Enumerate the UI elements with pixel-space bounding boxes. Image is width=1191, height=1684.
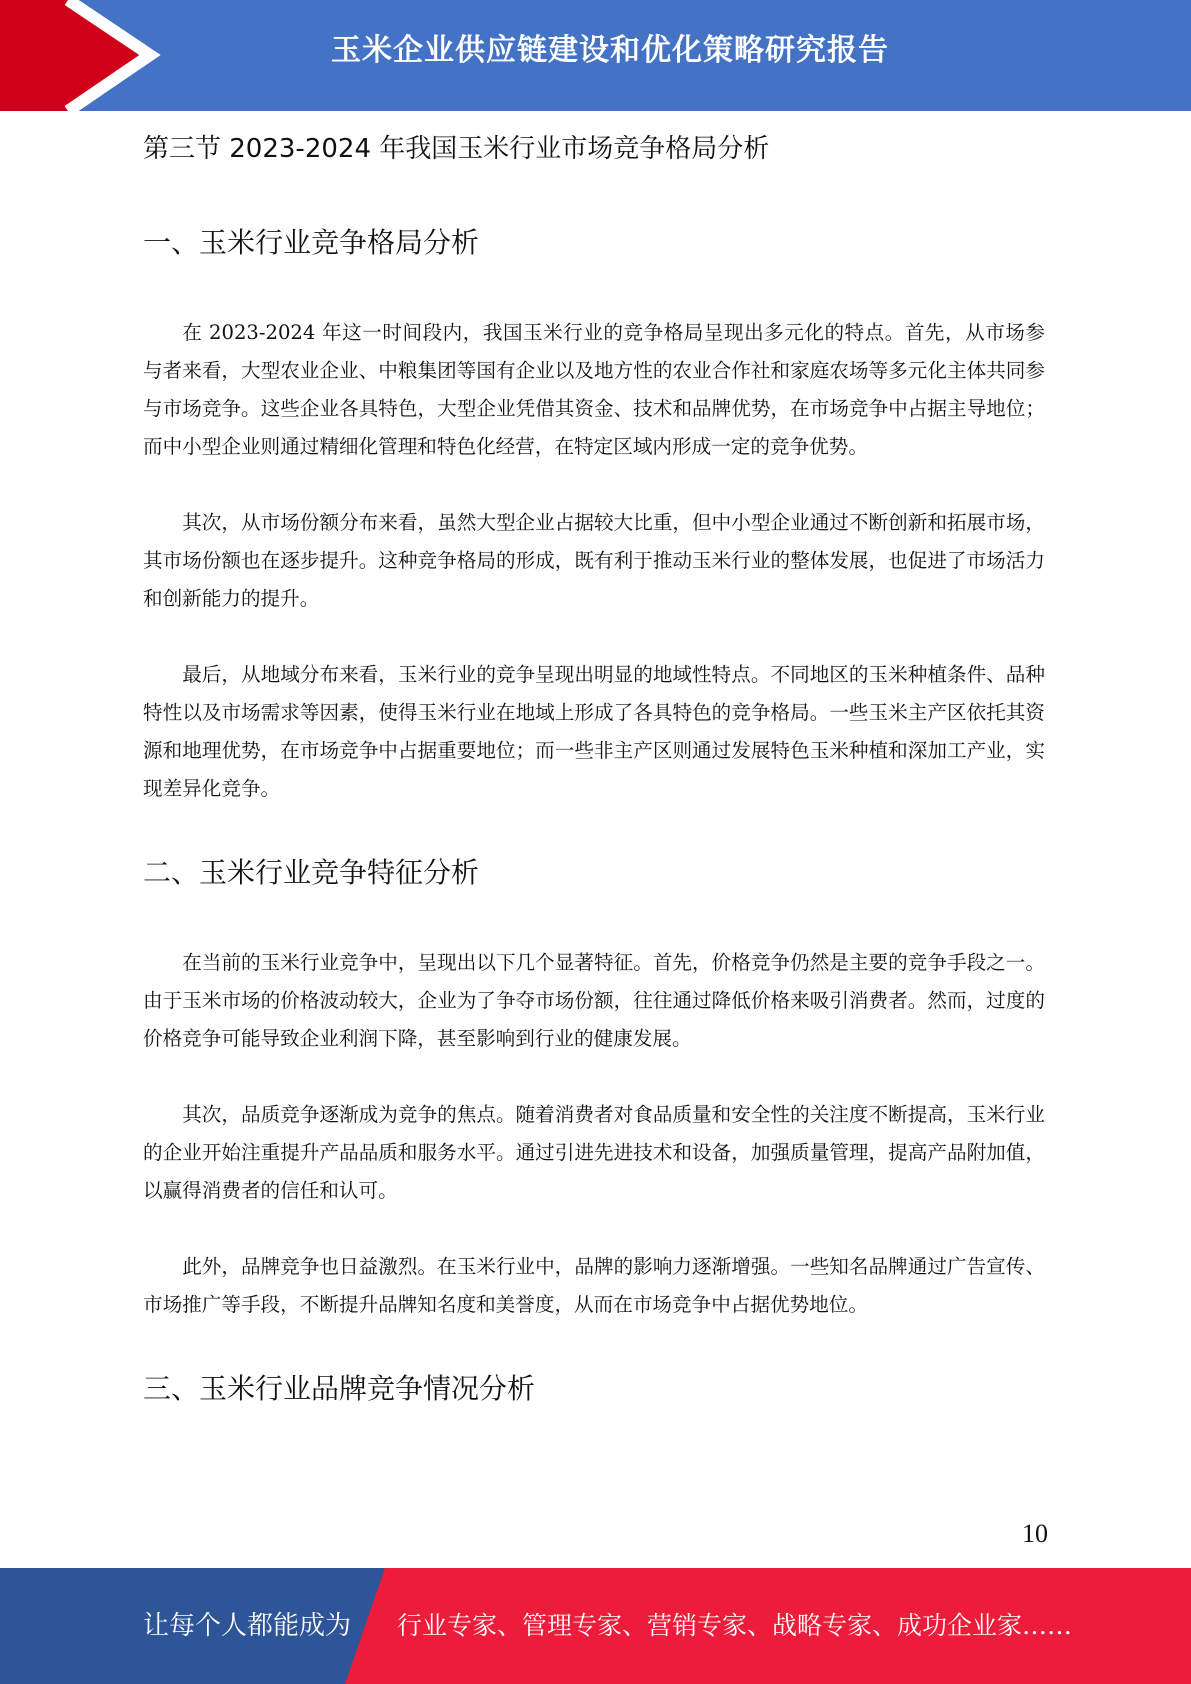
page-header: [0, 0, 1191, 111]
section-title: 第三节 2023-2024 年我国玉米行业市场竞争格局分析: [143, 134, 770, 164]
page-footer: [0, 1568, 1191, 1684]
report-title: 玉米企业供应链建设和优化策略研究报告: [331, 33, 889, 68]
subsection-title: 三、玉米行业品牌竞争情况分析: [143, 1372, 536, 1405]
paragraph: 此外，品牌竞争也日益激烈。在玉米行业中，品牌的影响力逐渐增强。一些知名品牌通过广告宣传、市场推广等手段，不断提升品牌知名度和美誉度，从而在市场竞争中占据优势地位。: [143, 1255, 1045, 1316]
page-number: 10: [1022, 1519, 1048, 1548]
paragraph: 在 2023-2024 年这一时间段内，我国玉米行业的竞争格局呈现出多元化的特点。首先，从市场参与者来看，大型农业企业、中粮集团等国有企业以及地方性的农业合作社和家庭农场等多元化主体共同参与市场竞争。这些企业各具特色，大型企业凭借其资金、技术和品牌优势，在市场竞争中占据主导地位；而中小型企业则通过精细化管理和特色化经营，在特定区域内形成一定的竞争优势。: [143, 321, 1045, 458]
paragraph: 其次，品质竞争逐渐成为竞争的焦点。随着消费者对食品质量和安全性的关注度不断提高，玉米行业的企业开始注重提升产品品质和服务水平。通过引进先进技术和设备，加强质量管理，提高产品附加值，以赢得消费者的信任和认可。: [143, 1103, 1045, 1202]
footer-slogan-right: 行业专家、管理专家、营销专家、战略专家、成功企业家……: [397, 1611, 1073, 1640]
subsection-title: 二、玉米行业竞争特征分析: [143, 856, 480, 889]
paragraph: 最后，从地域分布来看，玉米行业的竞争呈现出明显的地域性特点。不同地区的玉米种植条件、品种特性以及市场需求等因素，使得玉米行业在地域上形成了各具特色的竞争格局。一些玉米主产区依托其资源和地理优势，在市场竞争中占据重要地位；而一些非主产区则通过发展特色玉米种植和深加工产业，实现差异化竞争。: [143, 663, 1045, 800]
paragraph: 在当前的玉米行业竞争中，呈现出以下几个显著特征。首先，价格竞争仍然是主要的竞争手段之一。由于玉米市场的价格波动较大，企业为了争夺市场份额，往往通过降低价格来吸引消费者。然而，过度的价格竞争可能导致企业利润下降，甚至影响到行业的健康发展。: [143, 951, 1045, 1050]
subsection-title: 一、玉米行业竞争格局分析: [143, 226, 480, 259]
footer-slogan-left: 让每个人都能成为: [143, 1611, 352, 1641]
page-content: [143, 120, 1045, 1410]
paragraph: 其次，从市场份额分布来看，虽然大型企业占据较大比重，但中小型企业通过不断创新和拓展市场，其市场份额也在逐步提升。这种竞争格局的形成，既有利于推动玉米行业的整体发展，也促进了市场活力和创新能力的提升。: [143, 511, 1045, 610]
